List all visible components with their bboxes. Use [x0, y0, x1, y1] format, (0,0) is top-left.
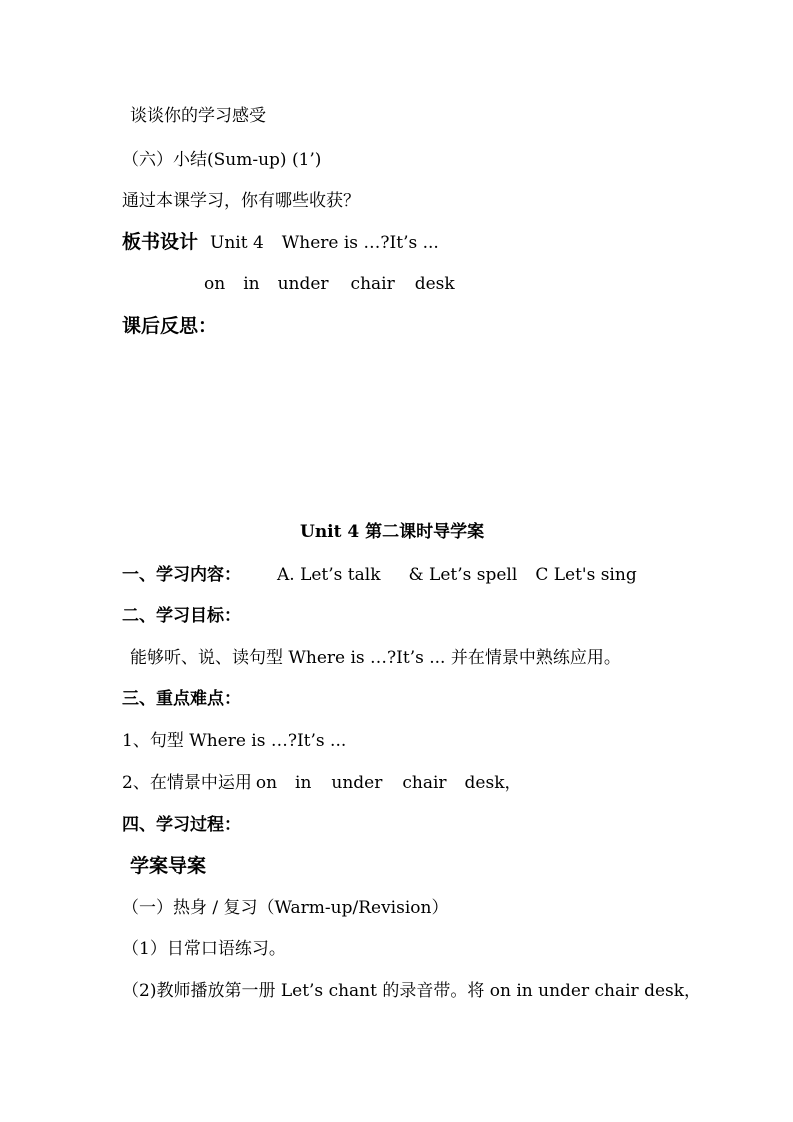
step-2: （2)教师播放第一册 Let’s chant 的录音带。将 on in under chair desk， [122, 981, 702, 1001]
key-word: on [255, 773, 278, 793]
guide-heading: 学案导案 [130, 855, 207, 877]
warmup-heading: （一）热身 / 复习（Warm-up/Revision） [122, 898, 449, 918]
key-word: in [295, 773, 312, 793]
key-item-2-prefix: 2、在情景中运用 [122, 773, 252, 793]
key-word: under [331, 773, 383, 793]
board-word: chair [350, 274, 395, 294]
board-unit: Unit 4 [210, 233, 264, 253]
reflection-heading: 课后反思： [122, 315, 218, 337]
page-title: Unit 4 第二课时导学案 [300, 522, 485, 542]
key-heading: 三、重点难点： [122, 689, 241, 709]
content-label: 一、学习内容： [122, 565, 241, 585]
key-word: desk， [464, 773, 522, 793]
content-a: A. Let’s talk [277, 565, 381, 585]
sumup-heading: （六）小结(Sum-up) (1’) [122, 150, 322, 170]
feelings-line: 谈谈你的学习感受 [130, 106, 266, 126]
key-item-1: 1、句型 Where is …?It’s ... [122, 731, 347, 751]
content-row [122, 563, 637, 587]
process-heading: 四、学习过程： [122, 815, 241, 835]
goal-heading: 二、学习目标： [122, 606, 241, 626]
goal-text: 能够听、说、读句型 Where is …?It’s ... 并在情景中熟练应用。 [130, 648, 621, 668]
board-design-label: 板书设计 [122, 231, 199, 253]
board-design-row [122, 230, 439, 255]
board-words-row [204, 272, 455, 296]
board-word: under [277, 274, 329, 294]
key-word: chair [402, 773, 447, 793]
key-item-2 [122, 771, 522, 795]
content-b: & Let’s spell [408, 565, 518, 585]
step-1: （1）日常口语练习。 [122, 939, 286, 959]
board-word: desk [414, 274, 455, 294]
content-c: C Let's sing [535, 565, 637, 585]
board-word: on [204, 274, 226, 294]
board-word: in [243, 274, 260, 294]
gains-line: 通过本课学习，你有哪些收获？ [122, 191, 360, 211]
board-phrase: Where is …?It’s ... [281, 233, 439, 253]
